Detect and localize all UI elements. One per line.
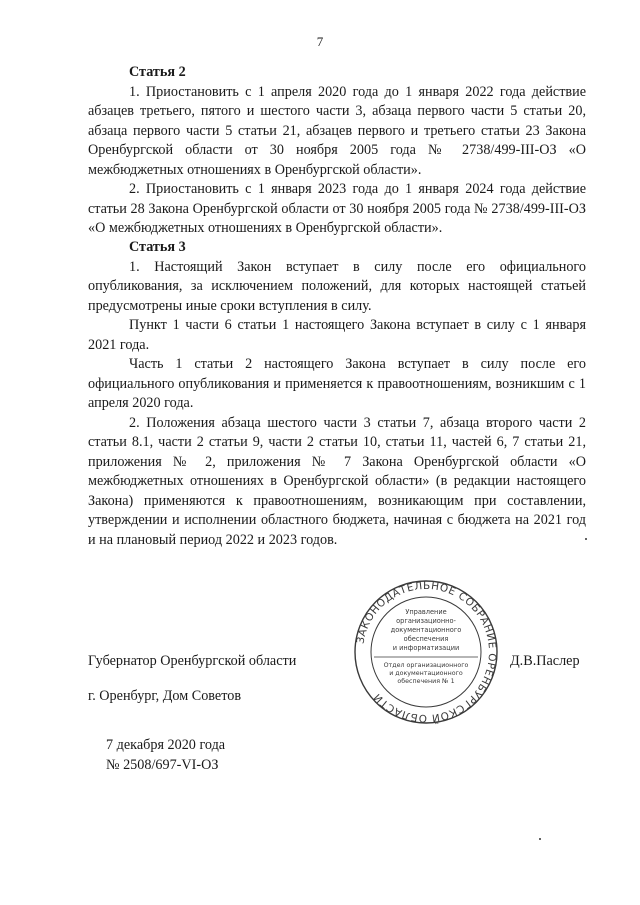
article-3 — [88, 238, 586, 550]
article-3-heading: Статья 3 — [129, 239, 186, 255]
signing-place: г. Оренбург, Дом Советов — [88, 688, 242, 704]
stamp-upper-line: документационного — [390, 626, 462, 634]
article-3-paragraph-2: Пункт 1 части 6 статьи 1 настоящего Закона вступает в силу с 1 января 2021 года. — [88, 317, 586, 353]
stamp-lower-line: Отдел организационного — [383, 662, 469, 669]
stamp-upper-line: обеспечения — [403, 635, 449, 643]
page-number: 7 — [316, 34, 324, 49]
article-3-paragraph-1: 1. Настоящий Закон вступает в силу после его официального опубликования, за исключением положений, для которых настоящей статьей предусмотрены иные сроки вступления в силу. — [88, 258, 586, 314]
signing-date-block — [106, 736, 225, 775]
stamp-lower-line: и документационного — [389, 670, 463, 677]
ink-dot — [585, 538, 587, 540]
article-2-heading: Статья 2 — [129, 64, 186, 80]
article-2-paragraph-2: 2. Приостановить с 1 января 2023 года до 1 января 2024 года действие статьи 28 Закона Оренбургской области от 30 ноября 2005 года № 2738/499-III-ОЗ «О межбюджетных отношениях в Оренбургской области». — [88, 181, 586, 236]
signing-date: 7 декабря 2020 года — [106, 737, 226, 753]
article-2 — [88, 63, 586, 239]
governor-title: Губернатор Оренбургской области — [88, 653, 297, 669]
governor-name: Д.В.Паслер — [510, 653, 580, 669]
stamp-upper-line: организационно- — [396, 617, 456, 625]
official-stamp — [352, 578, 500, 726]
stamp-upper-text — [391, 608, 462, 652]
stamp-upper-line: и информатизации — [392, 644, 460, 652]
stamp-ring-text: ЗАКОНОДАТЕЛЬНОЕ СОБРАНИЕ ОРЕНБУРГСКОЙ ОБЛАСТИ — [354, 579, 499, 725]
article-2-paragraph-1: 1. Приостановить с 1 апреля 2020 года до 1 января 2022 года действие абзацев третьего, пятого и шестого части 3, абзаца первого части 5 статьи 20, абзаца первого части 5 статьи 21, абзацев первого и третьего статьи 23 Закона Оренбургской области от 30 ноября 2005 года № 2738/499-III-ОЗ «О межбюджетных отношениях в Оренбургской области». — [88, 83, 586, 178]
article-3-paragraph-3: Часть 1 статьи 2 настоящего Закона вступает в силу после его официального опубликования и применяется к правоотношениям, возникшим с 1 апреля 2020 года. — [88, 356, 586, 411]
law-number: № 2508/697-VI-ОЗ — [106, 756, 219, 773]
article-3-paragraph-4: 2. Положения абзаца шестого части 3 статьи 7, абзаца второго части 2 статьи 8.1, части 2 статьи 9, части 2 статьи 10, статьи 11, частей 6, 7 статьи 21, приложения № 2, приложения № 7 Закона Оренбургской области «О межбюджетных отношениях в Оренбургской области» (в редакции настоящего Закона) применяются к правоотношениям, возникающим при составлении, утверждении и исполнении областного бюджета, начиная с бюджета на 2021 год и на плановый период 2022 и 2023 годов. — [88, 414, 586, 548]
stamp-lower-text — [384, 662, 469, 685]
ink-dot — [539, 838, 541, 840]
stamp-upper-line: Управление — [405, 608, 447, 616]
stamp-lower-line: обеспечения № 1 — [397, 678, 455, 685]
